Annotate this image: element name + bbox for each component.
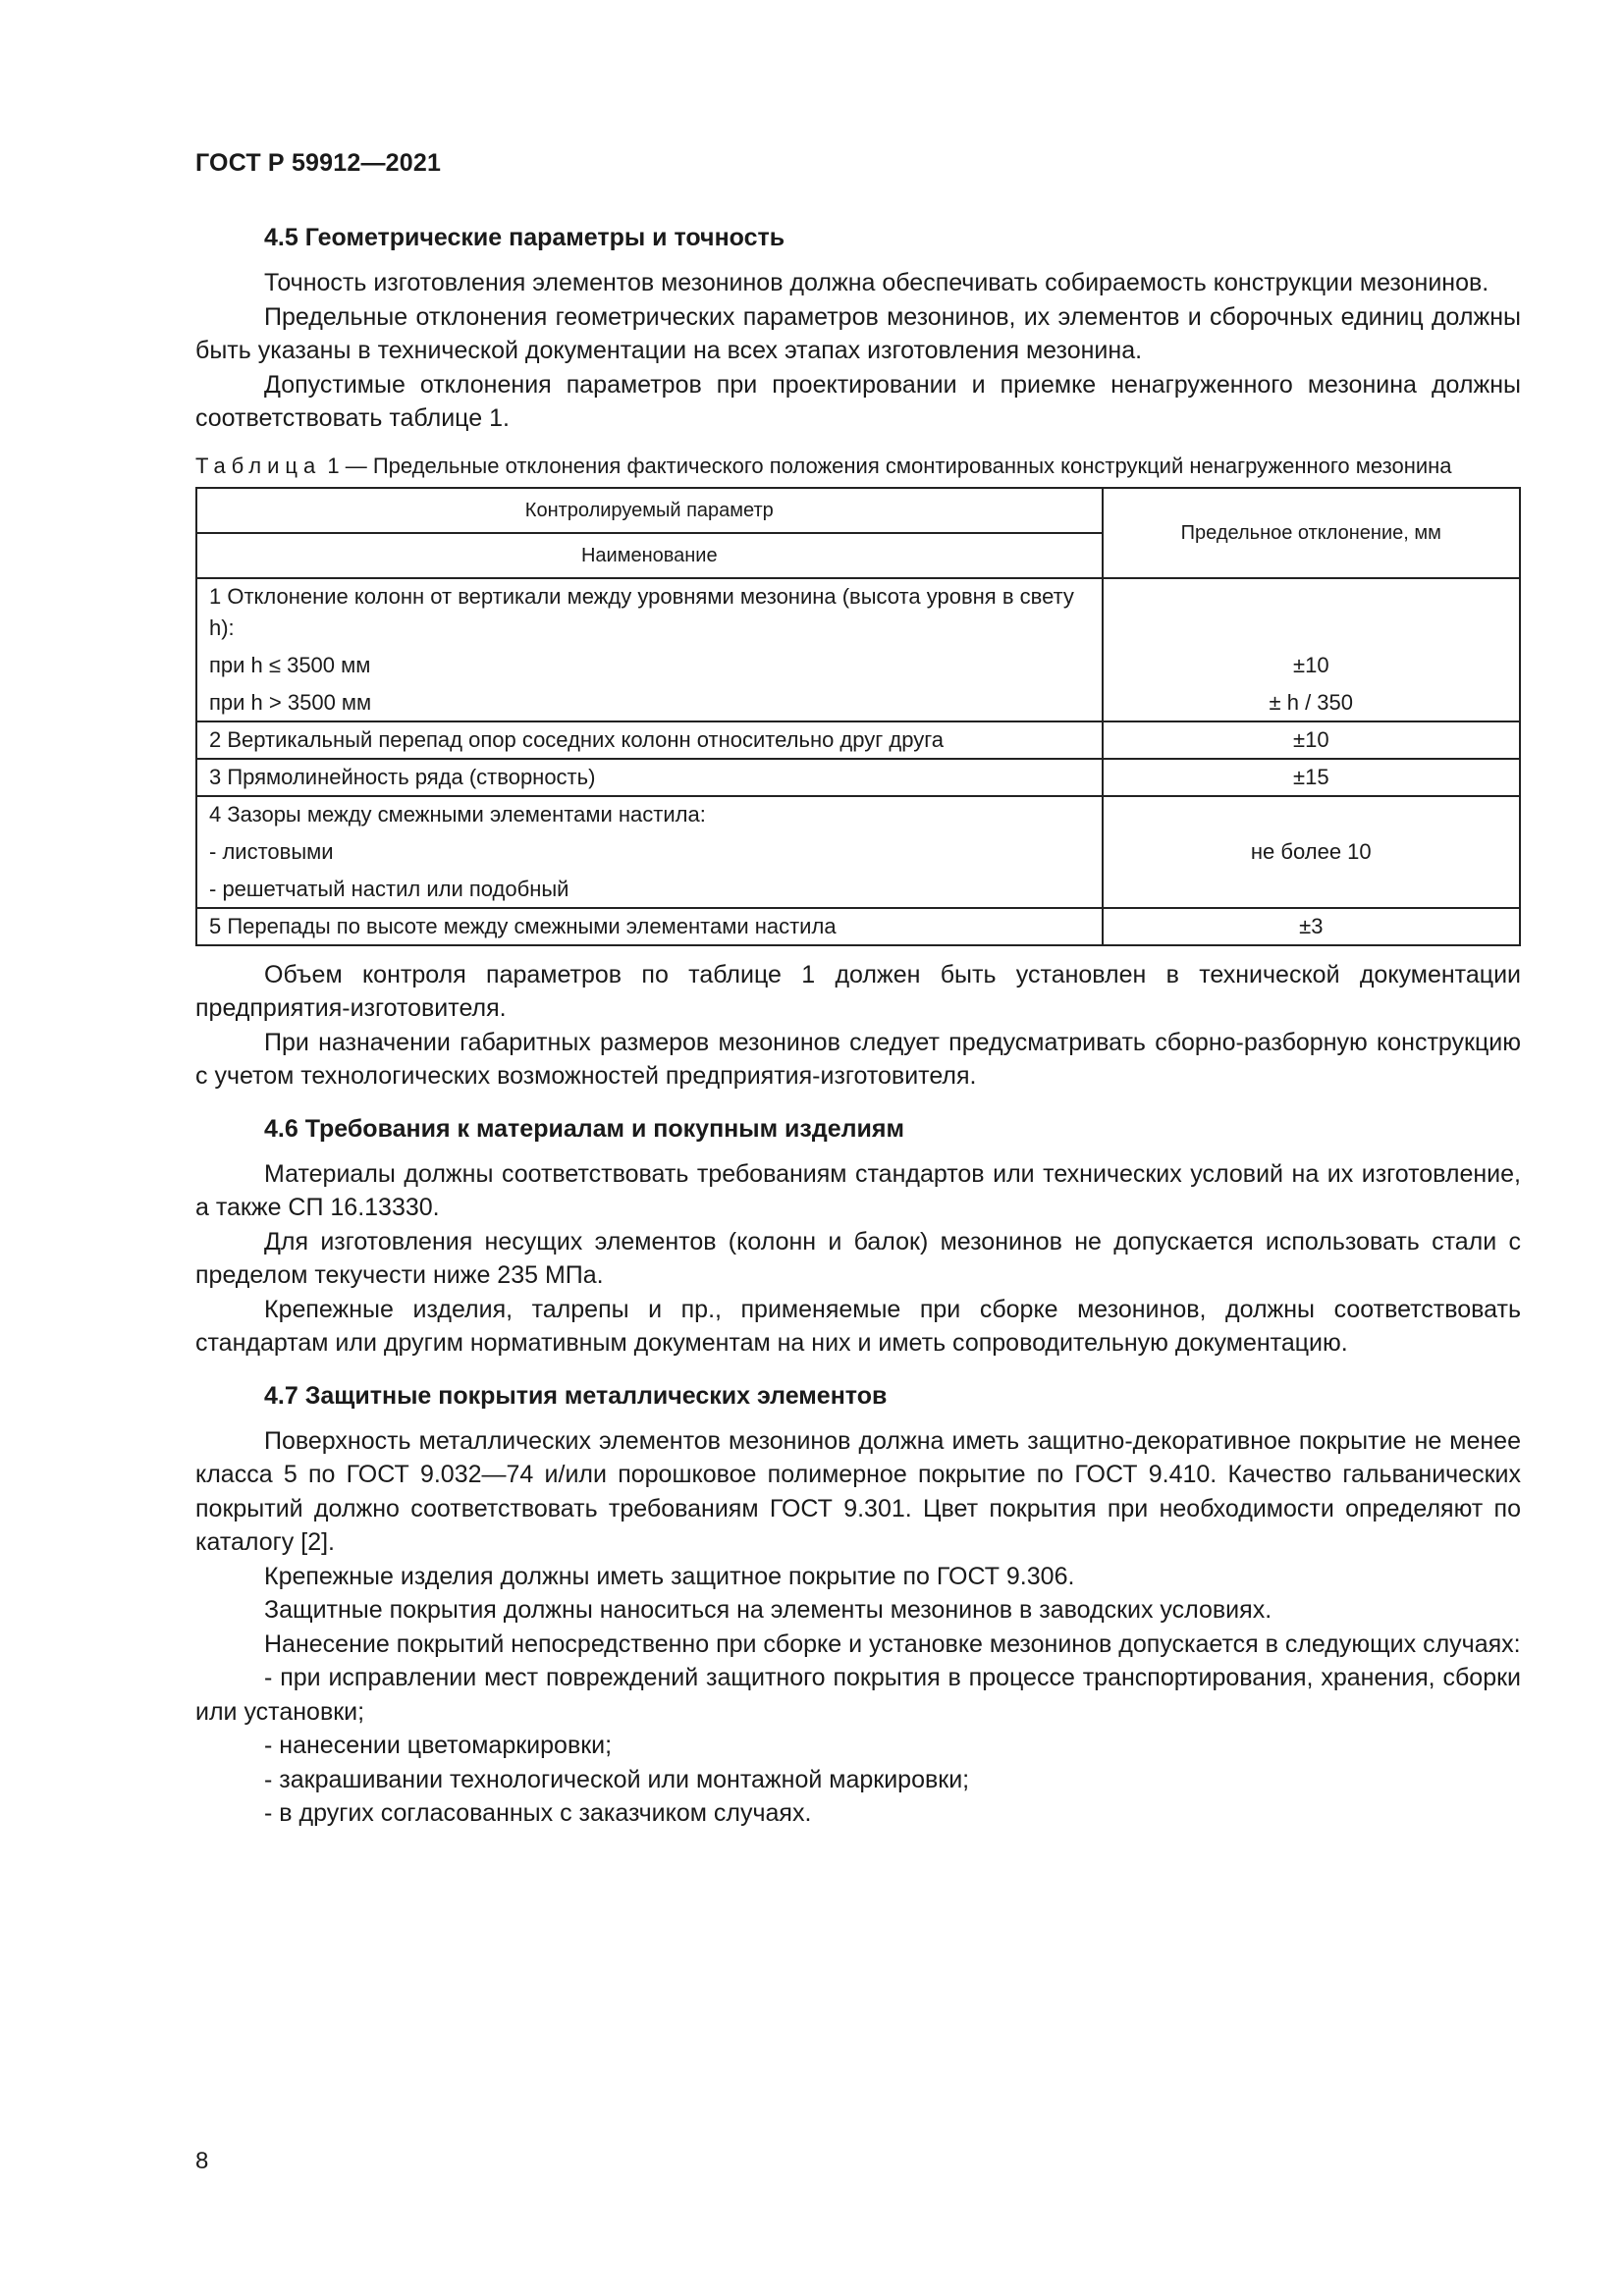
- list-item: - закрашивании технологической или монтажной маркировки;: [264, 1765, 970, 1793]
- document-code: ГОСТ Р 59912—2021: [195, 149, 442, 177]
- header-parameter: Контролируемый параметр: [196, 488, 1103, 533]
- row-value: ±10: [1293, 652, 1329, 677]
- page-number: 8: [195, 2148, 209, 2174]
- paragraph: Материалы должны соответствовать требованиям стандартов или технических условий на их изготовление, а также СП 16.13330.: [195, 1159, 1521, 1221]
- paragraph: Для изготовления несущих элементов (колонн и балок) мезонинов не допускается использовать стали с пределом текучести ниже 235 МПа.: [195, 1227, 1521, 1289]
- table-cell-name: 2 Вертикальный перепад опор соседних колонн относительно друг друга: [196, 721, 1103, 759]
- table-cell-name: 3 Прямолинейность ряда (створность): [196, 759, 1103, 796]
- document-body: [195, 224, 1521, 1831]
- table-caption-label: Таблица: [195, 453, 322, 478]
- section-title-4-5: 4.5 Геометрические параметры и точность: [264, 224, 785, 251]
- table-cell-value: не более 10: [1103, 796, 1520, 908]
- table-cell-name: [196, 796, 1103, 908]
- header-deviation: Предельное отклонение, мм: [1103, 488, 1520, 578]
- section-title-4-7: 4.7 Защитные покрытия металлических элементов: [264, 1381, 888, 1410]
- row-name: 1 Отклонение колонн от вертикали между уровнями мезонина (высота уровня в свету h):: [209, 583, 1074, 640]
- paragraph: Допустимые отклонения параметров при проектировании и приемке ненагруженного мезонина должны соответствовать таблице 1.: [195, 370, 1521, 432]
- table-caption-text: 1 — Предельные отклонения фактического положения смонтированных конструкций ненагруженного мезонина: [321, 453, 1452, 478]
- paragraph: Защитные покрытия должны наноситься на элементы мезонинов в заводских условиях.: [264, 1596, 1272, 1624]
- table-cell-name: 5 Перепады по высоте между смежными элементами настила: [196, 908, 1103, 945]
- table-row: [196, 796, 1520, 908]
- table-cell-value: ±10: [1103, 721, 1520, 759]
- paragraph: Точность изготовления элементов мезонинов должна обеспечивать собираемость конструкции мезонинов.: [264, 269, 1489, 296]
- row-sub: - листовыми: [209, 838, 334, 864]
- table-cell-name: [196, 578, 1103, 721]
- table-row: [196, 759, 1520, 796]
- table-cell-value: ±15: [1103, 759, 1520, 796]
- table-cell-value: [1103, 578, 1520, 721]
- section-title-4-6: 4.6 Требования к материалам и покупным изделиям: [264, 1114, 904, 1143]
- table-header-row: [196, 488, 1520, 533]
- row-sub: при h ≤ 3500 мм: [209, 652, 371, 677]
- deviation-table: [195, 487, 1521, 946]
- list-item: - нанесении цветомаркировки;: [264, 1732, 613, 1759]
- paragraph: Поверхность металлических элементов мезонинов должна иметь защитно-декоративное покрытие не менее класса 5 по ГОСТ 9.032—74 и/или порошковое полимерное покрытие по ГОСТ 9.410. Качество гальванических покрытий должно соответствовать требованиям ГОСТ 9.301. Цвет покрытия при необходимости определяют по каталогу [2].: [195, 1426, 1521, 1556]
- table-row: [196, 721, 1520, 759]
- row-name: 4 Зазоры между смежными элементами настила:: [209, 801, 706, 827]
- row-sub: при h > 3500 мм: [209, 689, 372, 715]
- paragraph: Объем контроля параметров по таблице 1 должен быть установлен в технической документации предприятия-изготовителя.: [195, 960, 1521, 1022]
- paragraph: Крепежные изделия, талрепы и пр., применяемые при сборке мезонинов, должны соответствовать стандартам или другим нормативным документам на них и иметь сопроводительную документацию.: [195, 1295, 1521, 1357]
- list-item: - в других согласованных с заказчиком случаях.: [264, 1799, 812, 1827]
- paragraph: При назначении габаритных размеров мезонинов следует предусматривать сборно-разборную конструкцию с учетом технологических возможностей предприятия-изготовителя.: [195, 1028, 1521, 1090]
- list-item: - при исправлении мест повреждений защитного покрытия в процессе транспортирования, хранения, сборки или установки;: [195, 1664, 1521, 1726]
- paragraph: Предельные отклонения геометрических параметров мезонинов, их элементов и сборочных единиц должны быть указаны в технической документации на всех этапах изготовления мезонина.: [195, 302, 1521, 364]
- table-row: [196, 578, 1520, 721]
- paragraph: Нанесение покрытий непосредственно при сборке и установке мезонинов допускается в следующих случаях:: [264, 1629, 1521, 1658]
- table-caption: [195, 452, 1521, 481]
- table-row: [196, 908, 1520, 945]
- table-cell-value: ±3: [1103, 908, 1520, 945]
- header-name: Наименование: [196, 533, 1103, 578]
- paragraph: Крепежные изделия должны иметь защитное покрытие по ГОСТ 9.306.: [264, 1562, 1075, 1590]
- row-value: ± h / 350: [1269, 689, 1354, 715]
- row-sub: - решетчатый настил или подобный: [209, 876, 569, 901]
